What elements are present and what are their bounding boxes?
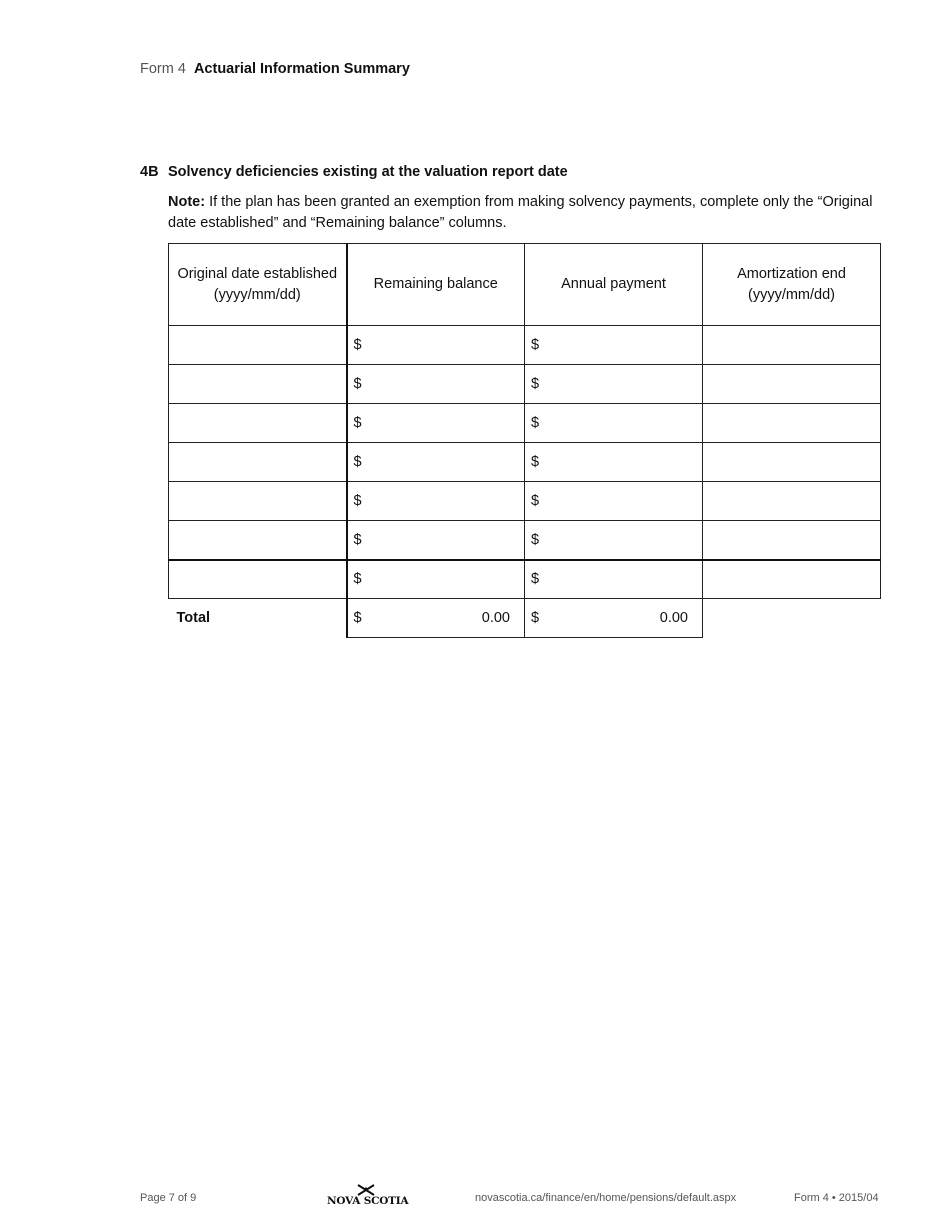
amortization-end-cell[interactable] bbox=[703, 521, 881, 560]
annual-payment-cell[interactable] bbox=[525, 560, 703, 599]
section-heading bbox=[140, 164, 568, 180]
currency-symbol: $ bbox=[531, 493, 540, 509]
total-remaining-balance-cell[interactable] bbox=[347, 599, 525, 638]
annual-payment-cell[interactable] bbox=[525, 482, 703, 521]
currency-symbol: $ bbox=[531, 571, 540, 588]
logo-text: NOVA SCOTIA bbox=[327, 1195, 409, 1207]
header-original-date: Original date established (yyyy/mm/dd) bbox=[169, 244, 347, 326]
nova-scotia-logo bbox=[327, 1184, 407, 1208]
currency-symbol: $ bbox=[531, 454, 540, 470]
currency-symbol: $ bbox=[353, 571, 362, 588]
form-number: Form 4 bbox=[140, 61, 186, 77]
currency-symbol: $ bbox=[531, 610, 540, 626]
amortization-end-cell[interactable] bbox=[703, 326, 881, 365]
total-remaining-balance: 0.00 bbox=[481, 610, 510, 626]
header-annual-payment: Annual payment bbox=[525, 244, 703, 326]
annual-payment-cell[interactable] bbox=[525, 365, 703, 404]
original-date-cell[interactable] bbox=[169, 482, 347, 521]
currency-symbol: $ bbox=[531, 337, 540, 353]
remaining-balance-cell[interactable] bbox=[347, 365, 525, 404]
form-header bbox=[140, 61, 410, 77]
header-amortization-end: Amortization end (yyyy/mm/dd) bbox=[703, 244, 881, 326]
annual-payment-cell[interactable] bbox=[525, 521, 703, 560]
page-number: Page 7 of 9 bbox=[140, 1192, 197, 1204]
amortization-end-cell[interactable] bbox=[703, 443, 881, 482]
solvency-deficiency-table bbox=[168, 243, 881, 638]
remaining-balance-cell[interactable] bbox=[347, 482, 525, 521]
table-row bbox=[169, 443, 881, 482]
currency-symbol: $ bbox=[353, 337, 362, 353]
total-annual-payment-cell[interactable] bbox=[525, 599, 703, 638]
section-note bbox=[168, 192, 883, 234]
currency-symbol: $ bbox=[531, 376, 540, 392]
section-number: 4B bbox=[140, 164, 159, 180]
table-row bbox=[169, 365, 881, 404]
currency-symbol: $ bbox=[531, 531, 540, 548]
table-row bbox=[169, 482, 881, 521]
remaining-balance-cell[interactable] bbox=[347, 326, 525, 365]
amortization-end-cell[interactable] bbox=[703, 404, 881, 443]
original-date-cell[interactable] bbox=[169, 326, 347, 365]
total-label-cell bbox=[169, 599, 347, 638]
footer-url[interactable]: novascotia.ca/finance/en/home/pensions/default.aspx bbox=[475, 1192, 737, 1204]
original-date-cell[interactable] bbox=[169, 404, 347, 443]
total-row bbox=[169, 599, 881, 638]
remaining-balance-cell[interactable] bbox=[347, 521, 525, 560]
table-row bbox=[169, 404, 881, 443]
amortization-end-cell[interactable] bbox=[703, 365, 881, 404]
header-remaining-balance: Remaining balance bbox=[347, 244, 525, 326]
note-text: If the plan has been granted an exemption from making solvency payments, complete only the “Original date established” and “Remaining balance” columns. bbox=[168, 194, 873, 231]
currency-symbol: $ bbox=[353, 415, 362, 431]
total-label: Total bbox=[176, 610, 211, 627]
annual-payment-cell[interactable] bbox=[525, 443, 703, 482]
original-date-cell[interactable] bbox=[169, 443, 347, 482]
section-title: Solvency deficiencies existing at the valuation report date bbox=[168, 164, 568, 180]
total-empty-cell bbox=[703, 599, 881, 638]
annual-payment-cell[interactable] bbox=[525, 326, 703, 365]
table-header-row bbox=[169, 244, 881, 326]
currency-symbol: $ bbox=[353, 454, 362, 470]
currency-symbol: $ bbox=[353, 531, 362, 548]
original-date-cell[interactable] bbox=[169, 365, 347, 404]
remaining-balance-cell[interactable] bbox=[347, 404, 525, 443]
currency-symbol: $ bbox=[531, 415, 540, 431]
table-row bbox=[169, 326, 881, 365]
note-label: Note: bbox=[168, 194, 206, 210]
amortization-end-cell[interactable] bbox=[703, 482, 881, 521]
currency-symbol: $ bbox=[353, 376, 362, 392]
currency-symbol: $ bbox=[353, 493, 362, 509]
amortization-end-cell[interactable] bbox=[703, 560, 881, 599]
form-title: Actuarial Information Summary bbox=[193, 61, 410, 77]
original-date-cell[interactable] bbox=[169, 521, 347, 560]
remaining-balance-cell[interactable] bbox=[347, 560, 525, 599]
remaining-balance-cell[interactable] bbox=[347, 443, 525, 482]
total-annual-payment: 0.00 bbox=[659, 610, 688, 626]
currency-symbol: $ bbox=[353, 610, 362, 626]
table-row bbox=[169, 521, 881, 560]
original-date-cell[interactable] bbox=[169, 560, 347, 599]
annual-payment-cell[interactable] bbox=[525, 404, 703, 443]
footer-form-reference: Form 4 • 2015/04 bbox=[794, 1192, 879, 1204]
table-row bbox=[169, 560, 881, 599]
